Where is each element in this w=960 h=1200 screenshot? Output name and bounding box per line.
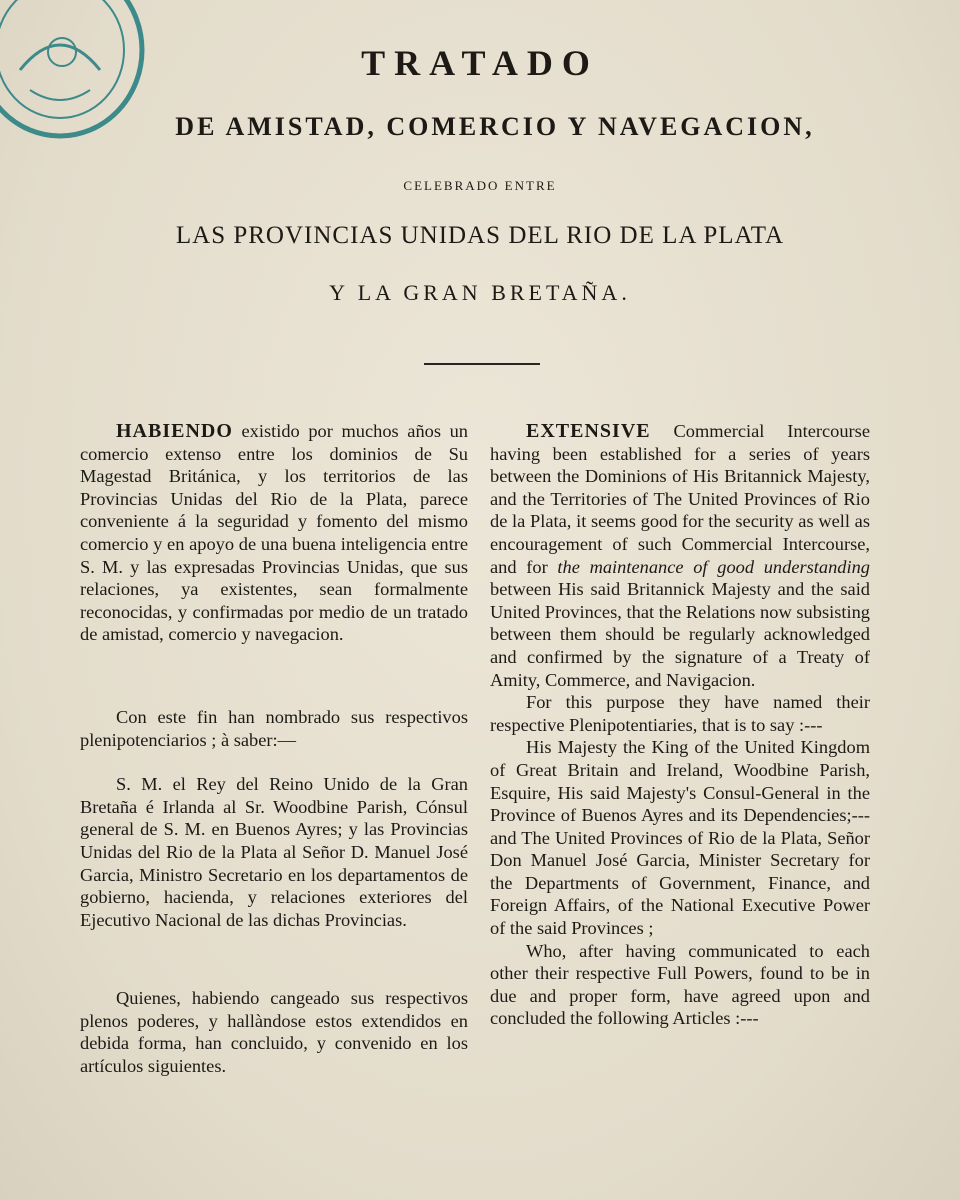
divider-rule [424, 363, 540, 365]
spanish-paragraph-4: Quienes, habiendo cangeado sus respectivos plenos poderes, y hallàndose estos extendidos en debida forma, han concluido, y convenido en los artículos siguientes. [80, 988, 468, 1077]
document-subtitle: DE AMISTAD, COMERCIO Y NAVEGACION, [175, 112, 815, 141]
english-lead-word: EXTENSIVE [526, 420, 651, 442]
english-column [490, 420, 870, 1030]
spanish-p1-text: existido por muchos años un comercio extenso entre los dominios de Su Magestad Británica, y los territorios de las Provincias Unidas del Rio de la Plata, parece conveniente á la seguridad y fomento del mismo comercio y en apoyo de una buena inteligencia entre S. M. y las expresadas Provincias Unidas, que sus relaciones, ya existentes, sean formalmente reconocidas, y confirmadas por medio de un tratado de amistad, comercio y navegacion. [80, 421, 468, 645]
parties-line-2: Y LA GRAN BRETAÑA. [329, 280, 631, 305]
english-p1-text-a: Commercial Intercourse having been established for a series of years between the Dominions of His Britannick Majesty, and the Territories of The United Provinces of Rio de la Plata, it seems good for the security as well as encouragement of such Commercial Intercourse, and for [490, 421, 870, 577]
english-p1-text-b: between His said Britannick Majesty and the said United Provinces, that the Relations now subsisting between them should be regularly acknowledged and confirmed by the signature of a Treaty of Amity, Commerce, and Navigacion. [490, 579, 870, 690]
document-title: TRATADO [361, 43, 599, 83]
english-paragraph-1 [490, 420, 870, 691]
celebrated-between: CELEBRADO ENTRE [403, 178, 557, 193]
parties-line-1: LAS PROVINCIAS UNIDAS DEL RIO DE LA PLATA [175, 222, 785, 249]
english-paragraph-2: For this purpose they have named their respective Plenipotentiaries, that is to say :--- [490, 692, 870, 735]
spanish-column [80, 420, 468, 1078]
english-paragraph-4: Who, after having communicated to each other their respective Full Powers, found to be in due and proper form, have agreed upon and concluded the following Articles :--- [490, 940, 870, 1029]
spanish-paragraph-3: S. M. el Rey del Reino Unido de la Gran Bretaña é Irlanda al Sr. Woodbine Parish, Cónsul general de S. M. en Buenos Ayres; y las Provincias Unidas del Rio de la Plata al Señor D. Manuel José Garcia, Ministro Secretario en los departamentos de gobierno, hacienda, y relaciones exteriores del Ejecutivo Nacional de las dichas Provincias. [80, 774, 468, 930]
spanish-paragraph-1 [80, 420, 468, 646]
english-p1-emphasis: the maintenance of good understanding [557, 556, 870, 577]
spanish-lead-word: HABIENDO [116, 420, 233, 442]
spanish-paragraph-2: Con este fin han nombrado sus respectivos plenipotenciarios ; à saber:— [80, 706, 468, 750]
english-paragraph-3: His Majesty the King of the United Kingdom of Great Britain and Ireland, Woodbine Parish, Esquire, His said Majesty's Consul-General in the Province of Buenos Ayres and its Dependencies;---and The United Provinces of Rio de la Plata, Señor Don Manuel José Garcia, Minister Secretary for the Departments of Government, Finance, and Foreign Affairs, of the National Executive Power of the said Provinces ; [490, 737, 870, 939]
